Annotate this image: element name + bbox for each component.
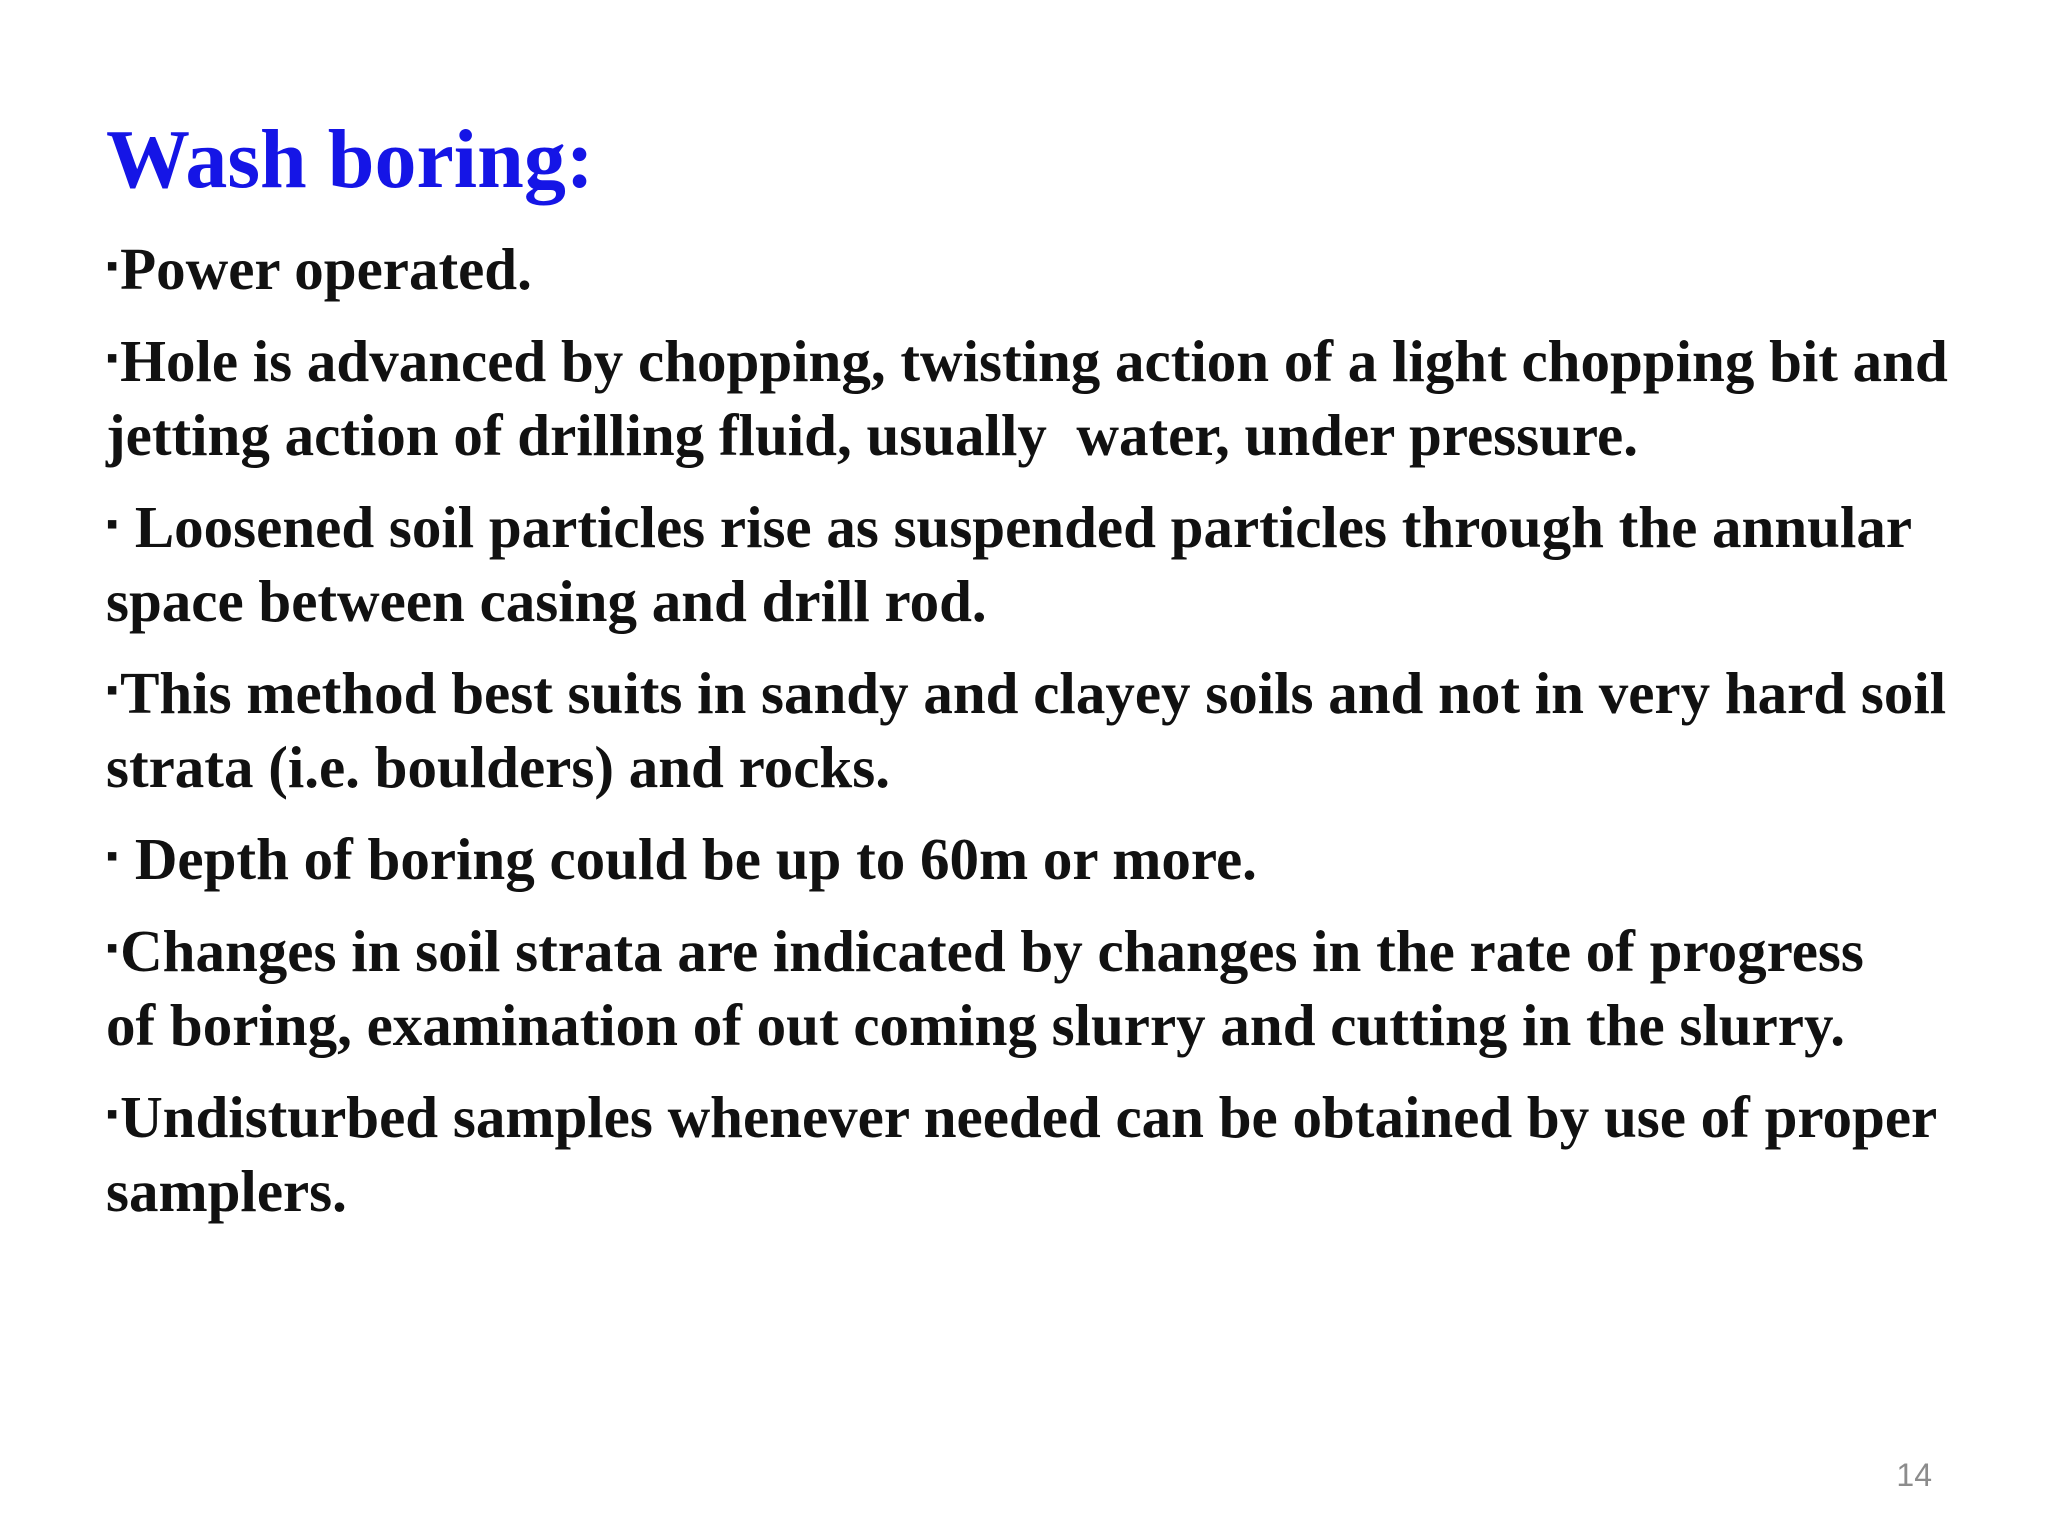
bullet-item bbox=[106, 912, 1926, 1062]
bullet-item bbox=[106, 654, 2006, 804]
bullet-text: Undisturbed samples whenever needed can be obtained by use of proper samplers. bbox=[106, 1084, 1937, 1224]
bullet-text: Hole is advanced by chopping, twisting action of a light chopping bit and jetting action of drilling fluid, usually water, under pressure. bbox=[106, 328, 1963, 468]
bullet-text: Depth of boring could be up to 60m or more. bbox=[120, 826, 1257, 892]
bullet-marker-icon: ▪ bbox=[106, 1096, 119, 1133]
bullet-marker-icon: ▪ bbox=[106, 506, 119, 543]
bullet-marker-icon: ▪ bbox=[106, 930, 119, 967]
slide-title: Wash boring: bbox=[106, 113, 594, 206]
bullet-marker-icon: ▪ bbox=[106, 672, 119, 709]
bullet-item bbox=[106, 488, 2006, 638]
bullet-text: Loosened soil particles rise as suspended particles through the annular space between casing and drill rod. bbox=[106, 494, 1926, 634]
page-number: 14 bbox=[1896, 1457, 1932, 1493]
bullet-item bbox=[106, 820, 2006, 896]
bullet-item bbox=[106, 230, 1606, 306]
bullet-marker-icon: ▪ bbox=[106, 248, 119, 285]
bullet-item bbox=[106, 322, 1976, 472]
bullet-text: This method best suits in sandy and clayey soils and not in very hard soil strata (i.e. boulders) and rocks. bbox=[106, 660, 1947, 800]
bullet-list bbox=[106, 230, 2006, 1244]
bullet-text: Power operated. bbox=[120, 236, 532, 302]
bullet-marker-icon: ▪ bbox=[106, 340, 119, 377]
bullet-text: Changes in soil strata are indicated by changes in the rate of progress of boring, examination of out coming slurry and cutting in the slurry. bbox=[106, 918, 1864, 1058]
bullet-item bbox=[106, 1078, 2006, 1228]
bullet-marker-icon: ▪ bbox=[106, 838, 119, 875]
